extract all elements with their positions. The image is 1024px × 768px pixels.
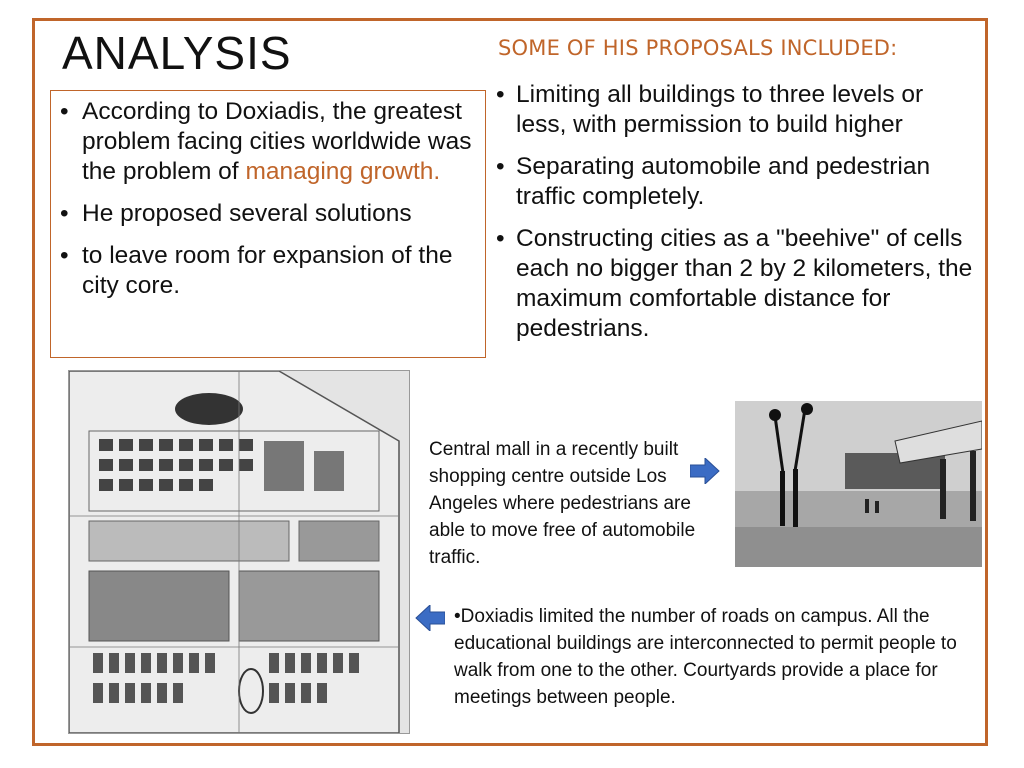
analysis-bullet-list — [58, 97, 478, 313]
analysis-bullet — [58, 241, 478, 301]
proposals-heading: SOME OF HIS PROPOSALS INCLUDED: — [498, 36, 898, 60]
proposal-bullet: • Constructing cities as a "beehive" of cells each no bigger than 2 by 2 kilometers, the maximum comfortable distance for pedestrians. — [494, 224, 974, 344]
proposal-bullet: • Separating automobile and pedestrian traffic completely. — [494, 152, 974, 212]
analysis-bullet — [58, 199, 478, 229]
mall-caption: Central mall in a recently built shopping centre outside Los Angeles where pedestrians are able to move free of automobile traffic. — [429, 439, 696, 568]
campus-plan-drawing — [69, 371, 409, 733]
arrow-right-icon — [690, 458, 720, 484]
analysis-bullet — [58, 97, 478, 187]
shopping-mall-photo — [735, 401, 982, 567]
campus-plan-image — [68, 370, 410, 734]
campus-caption: •Doxiadis limited the number of roads on campus. All the educational buildings are interconnected to permit people to walk from one to the other. Courtyards provide a place for meetings between people. — [454, 606, 957, 708]
proposal-bullet: • Limiting all buildings to three levels or less, with permission to build higher — [494, 80, 974, 140]
analysis-bullet-text: According to Doxiadis, the greatest problem facing cities worldwide was the problem of — [82, 98, 472, 185]
analysis-bullet-text: to leave room for expansion of the city core. — [82, 242, 453, 299]
arrow-left-icon — [415, 605, 445, 631]
proposals-bullet-list — [494, 80, 974, 356]
shopping-mall-drawing — [735, 401, 982, 567]
slide-title: ANALYSIS — [62, 27, 292, 79]
analysis-bullet-text: He proposed several solutions — [82, 200, 412, 227]
highlighted-text: managing growth. — [245, 158, 441, 185]
